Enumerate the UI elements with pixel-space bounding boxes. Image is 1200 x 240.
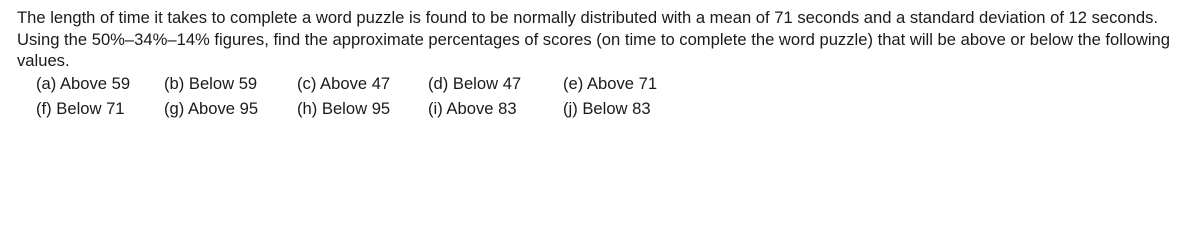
part-g: (g) Above 95 <box>164 99 259 118</box>
part-c: (c) Above 47 <box>297 74 391 93</box>
part-f: (f) Below 71 <box>36 99 125 118</box>
part-i: (i) Above 83 <box>428 99 517 118</box>
part-e: (e) Above 71 <box>563 74 658 93</box>
problem-intro <box>17 7 1195 72</box>
part-a: (a) Above 59 <box>36 74 131 93</box>
intro-line: values. <box>17 51 70 70</box>
intro-line: The length of time it takes to complete a word puzzle is found to be normally distributed with a mean of 71 seconds and a standard deviation of 12 seconds. <box>17 8 1159 27</box>
intro-line: Using the 50%–34%–14% figures, find the approximate percentages of scores (on time to complete the word puzzle) that will be above or below the following <box>17 29 1170 49</box>
part-j: (j) Below 83 <box>563 99 651 118</box>
part-d: (d) Below 47 <box>428 74 522 93</box>
part-h: (h) Below 95 <box>297 99 391 118</box>
part-b: (b) Below 59 <box>164 74 258 93</box>
